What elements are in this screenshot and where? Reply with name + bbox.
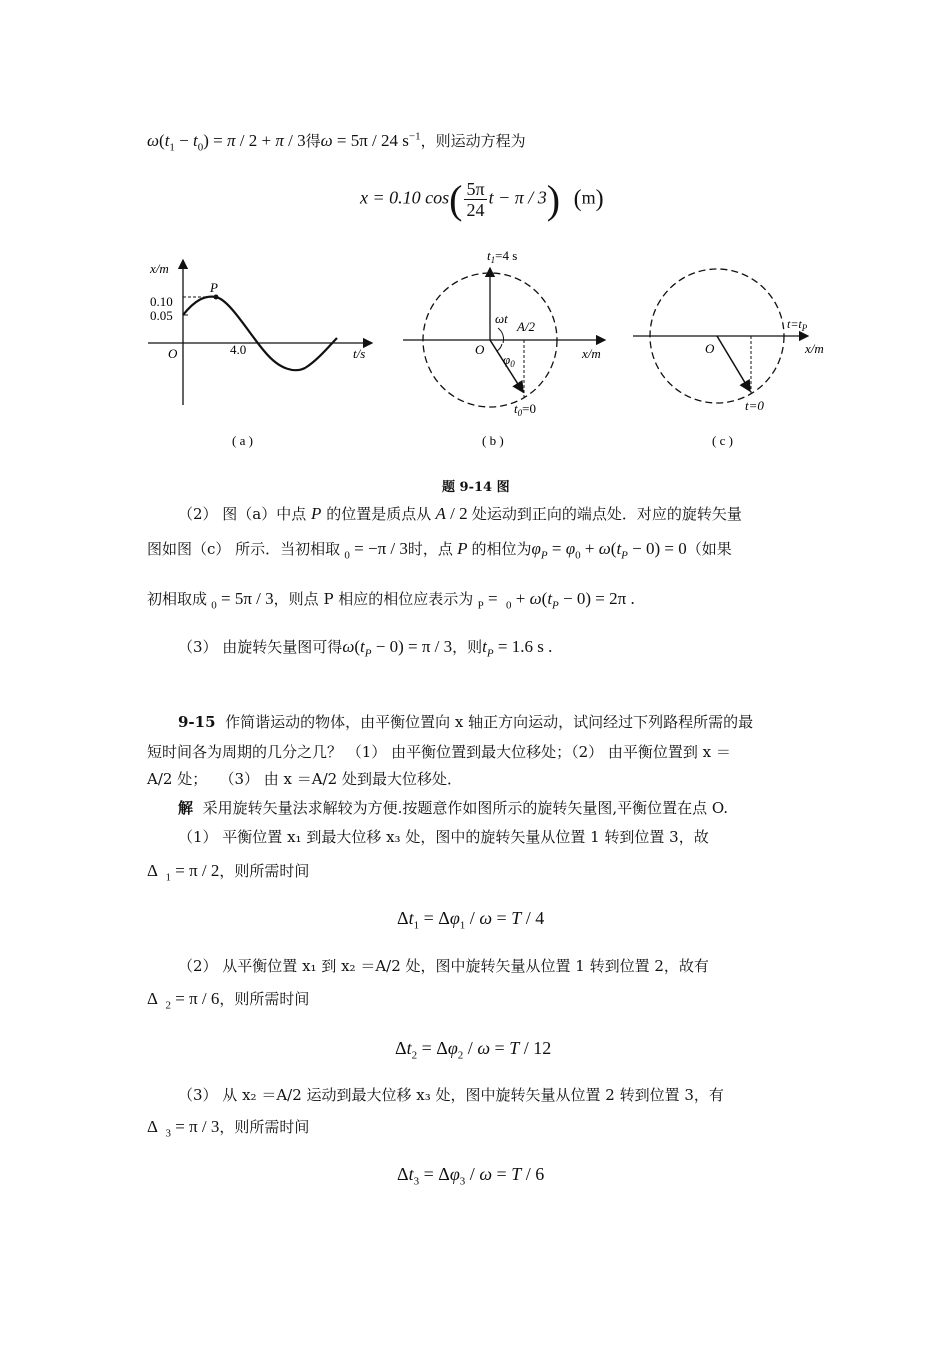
tick-x: 4.0	[230, 342, 247, 357]
equation-main: x = 0.10 cos( $\frac{5\pi}{24}$ t − π / 3) (m)	[360, 177, 604, 222]
solution-step-3: （3） 从 x₂ ＝A/2 运动到最大位移 x₃ 处，图中旋转矢量从位置 2 转到位置 3，有	[178, 1086, 724, 1104]
question-9-15-line-2: 短时间各为周期的几分之几？ （1） 由平衡位置到最大位移处；（2） 由平衡位置到 x ＝	[147, 743, 731, 761]
omega-t-label: ωt	[495, 311, 508, 326]
solution-line-1: 解 采用旋转矢量法求解较为方便.按题意作如图所示的旋转矢量图,平衡位置在点 O.	[178, 799, 729, 817]
para-3: （3） 由旋转矢量图可得$\omega(t_P - 0) = \pi / 3$，则$t_P = 1.6$ s .	[178, 637, 553, 660]
para-2-line-1: （2） 图（a）中点 P 的位置是质点从 A / 2 处运动到正向的端点处．对应的旋转矢量	[178, 504, 742, 523]
axis-label: x/m	[582, 346, 601, 361]
solution-step-3b: Δ $_3$ = π / 3，则所需时间	[147, 1117, 310, 1140]
amp-label: A/2	[517, 319, 536, 334]
equation-dt2: $\Delta t_2 = \Delta\varphi_2 / \omega = T / 12$	[395, 1038, 552, 1062]
solution-step-1b: Δ $_1$ = π / 2，则所需时间	[147, 861, 310, 884]
top-label: $t_1=4$ s	[487, 248, 518, 265]
panel-c-label: ( c )	[712, 433, 733, 448]
origin-label: O	[168, 346, 178, 361]
equation-line-1: $\omega(t_1 - t_0) = \pi / 2 + \pi / 3$得ω = 5π / 24 $s^{-1}$，则运动方程为	[147, 130, 526, 154]
origin-label: O	[705, 341, 715, 356]
point-p	[214, 295, 219, 300]
point-label: P	[210, 280, 218, 295]
axis-label: x/m	[805, 341, 824, 356]
origin-label: O	[475, 342, 485, 357]
panel-a-label: ( a )	[232, 433, 253, 448]
vector-t0	[717, 336, 750, 391]
panel-b-label: ( b )	[482, 433, 504, 448]
bottom-label: $t_0=0$	[514, 401, 536, 418]
figure-9-14	[0, 240, 952, 460]
tick-y2: 0.05	[150, 308, 173, 323]
tick-y1: 0.10	[150, 294, 173, 309]
panel-a	[148, 260, 372, 448]
para-2-line-3: 初相取成 $_0$ = 5π / 3，则点 P 相应的相位应表示为 $_P = _0 + \omega(t_P - 0) = 2\pi$ .	[147, 589, 635, 612]
bottom-label: t=0	[745, 398, 764, 413]
y-axis-label: x/m	[150, 261, 169, 276]
panel-c	[633, 269, 824, 448]
phi-label: $\varphi_0$	[503, 352, 515, 369]
solution-step-1: （1） 平衡位置 x₁ 到最大位移 x₃ 处，图中的旋转矢量从位置 1 转到位置 3，故	[178, 828, 709, 846]
question-9-15-line-3: A/2 处； （3） 由 x ＝A/2 处到最大位移处．	[147, 770, 462, 788]
figure-caption: 题 9-14 图	[442, 480, 510, 495]
right-label: $t=t_P$	[787, 317, 808, 333]
solution-step-2b: Δ $_2$ = π / 6，则所需时间	[147, 989, 310, 1012]
x-axis-label: t/s	[353, 346, 366, 361]
equation-dt1: $\Delta t_1 = \Delta\varphi_1 / \omega = T / 4$	[397, 908, 545, 932]
sine-curve	[183, 297, 337, 371]
equation-dt3: $\Delta t_3 = \Delta\varphi_3 / \omega = T / 6$	[397, 1164, 545, 1188]
solution-step-2: （2） 从平衡位置 x₁ 到 x₂ ＝A/2 处，图中旋转矢量从位置 1 转到位置 2，故有	[178, 957, 709, 975]
para-2-line-2: 图如图（c） 所示．当初相取 $_0$ = −π / 3时，点 P 的相位为$\varphi_P = \varphi_0 + \omega(t_P - 0) = 0$（如果	[147, 539, 732, 562]
question-9-15-line-1: 9-15 作简谐运动的物体，由平衡位置向 x 轴正方向运动，试问经过下列路程所需的最	[178, 713, 754, 731]
panel-b	[403, 248, 605, 448]
